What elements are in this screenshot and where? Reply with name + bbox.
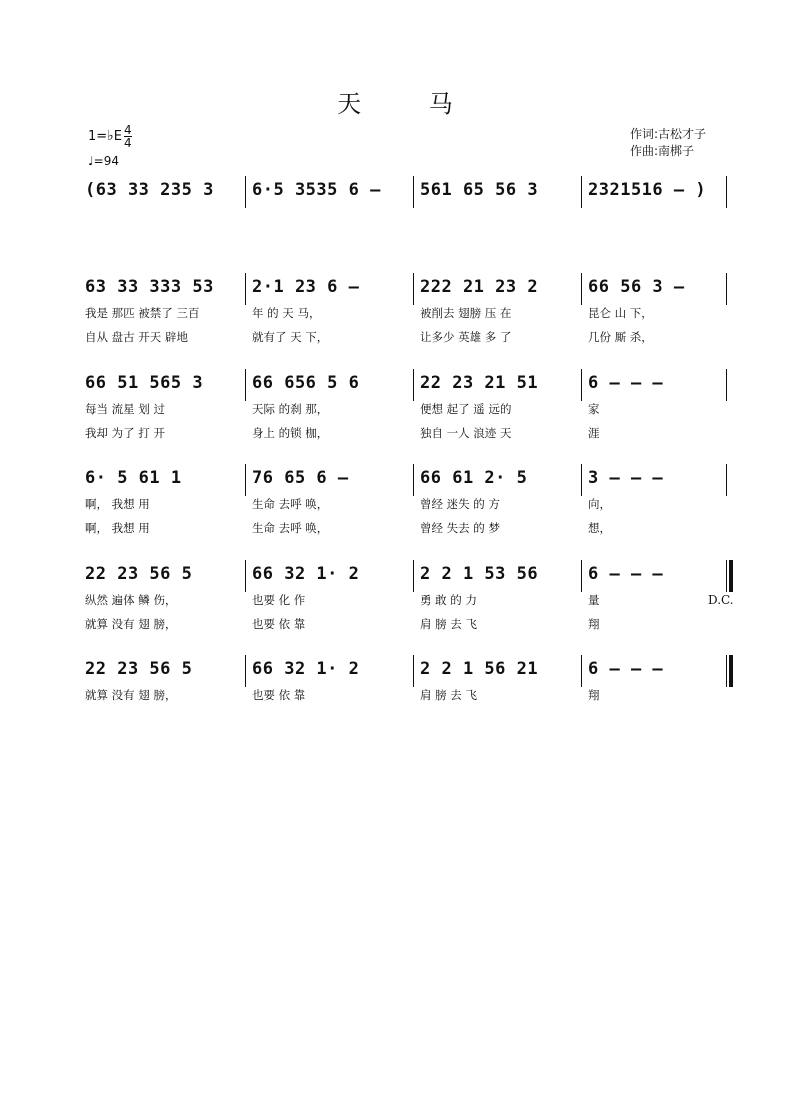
time-signature xyxy=(124,124,132,149)
measure-notes: 66 56 3 – xyxy=(588,277,685,297)
lyric-line: 独自 一人 浪迹 天 xyxy=(420,426,512,440)
measure-notes: 222 21 23 2 xyxy=(420,277,539,297)
lyric-line: 涯 xyxy=(588,426,600,440)
bar-line xyxy=(581,369,582,401)
measure-notes: 6· 5 61 1 xyxy=(85,468,182,488)
measure-notes: 66 656 5 6 xyxy=(252,373,360,393)
lyric-line: 向， xyxy=(588,497,611,511)
measure-notes: 66 32 1· 2 xyxy=(252,659,360,679)
measure-notes: 22 23 56 5 xyxy=(85,659,193,679)
bar-line xyxy=(726,560,727,592)
lyric-line: 也要 依 靠 xyxy=(252,617,306,631)
measure-notes: 66 61 2· 5 xyxy=(420,468,528,488)
lyric-line: 啊， 我想 用 xyxy=(85,521,150,535)
measure-notes: 66 32 1· 2 xyxy=(252,564,360,584)
measure-notes: 6·5 3535 6 – xyxy=(252,180,381,200)
bar-line xyxy=(413,176,414,208)
flat-sign: ♭ xyxy=(107,128,114,144)
lyric-line: 量 xyxy=(588,593,600,607)
measure-notes: 2321516 – ) xyxy=(588,180,707,200)
bar-line xyxy=(726,176,727,208)
lyric-line: 我却 为了 打 开 xyxy=(85,426,165,440)
bar-line xyxy=(413,369,414,401)
bar-line xyxy=(245,655,246,687)
bar-line xyxy=(413,655,414,687)
bar-line xyxy=(413,273,414,305)
song-title: 天 马 xyxy=(337,90,483,118)
lyric-line: 就算 没有 翅 膀， xyxy=(85,617,177,631)
lyric-line: 就算 没有 翅 膀， xyxy=(85,688,177,702)
lyric-line: 肩 膀 去 飞 xyxy=(420,688,477,702)
bar-line xyxy=(726,464,727,496)
bar-line xyxy=(581,464,582,496)
lyric-line: 我是 那匹 被禁了 三百 xyxy=(85,306,200,320)
lyric-line: 便想 起了 遥 远的 xyxy=(420,402,512,416)
lyric-line: 也要 依 靠 xyxy=(252,688,306,702)
bar-line xyxy=(726,369,727,401)
lyric-line: 自从 盘古 开天 辟地 xyxy=(85,330,188,344)
bar-line xyxy=(413,464,414,496)
lyric-line: 想， xyxy=(588,521,611,535)
measure-notes: (63 33 235 3 xyxy=(85,180,214,200)
key-label: 1= xyxy=(88,129,108,144)
measure-notes: 22 23 56 5 xyxy=(85,564,193,584)
lyric-line: 天际 的刹 那， xyxy=(252,402,329,416)
measure-notes: 2 2 1 53 56 xyxy=(420,564,539,584)
measure-notes: 22 23 21 51 xyxy=(420,373,539,393)
lyric-line: 每当 流星 划 过 xyxy=(85,402,165,416)
bar-line xyxy=(726,655,727,687)
credits xyxy=(630,126,706,160)
meter-top: 4 xyxy=(124,123,132,137)
lyric-line: 曾经 迷失 的 方 xyxy=(420,497,500,511)
bar-line xyxy=(581,655,582,687)
bar-line xyxy=(245,176,246,208)
bar-line xyxy=(245,273,246,305)
lyric-line: 昆仑 山 下， xyxy=(588,306,653,320)
lyric-line: 身上 的锁 枷， xyxy=(252,426,329,440)
lyric-line: 翔 xyxy=(588,617,600,631)
bar-line xyxy=(726,273,727,305)
bar-line xyxy=(245,464,246,496)
key-note: E xyxy=(113,129,122,144)
lyric-line: 家 xyxy=(588,402,600,416)
measure-notes: 3 – – – xyxy=(588,468,664,488)
lyric-line: 被削去 翅膀 压 在 xyxy=(420,306,512,320)
lyric-line: 也要 化 作 xyxy=(252,593,306,607)
bar-line xyxy=(245,560,246,592)
bar-line xyxy=(581,176,582,208)
key-signature xyxy=(88,124,132,149)
meter-bottom: 4 xyxy=(124,136,132,150)
measure-notes: 2·1 23 6 – xyxy=(252,277,360,297)
lyric-line: 纵然 遍体 鳞 伤， xyxy=(85,593,177,607)
bar-line xyxy=(581,560,582,592)
final-bar-line xyxy=(729,560,733,592)
measure-notes: 6 – – – xyxy=(588,564,664,584)
measure-notes: 76 65 6 – xyxy=(252,468,349,488)
lyric-line: 让多少 英雄 多 了 xyxy=(420,330,512,344)
measure-notes: 561 65 56 3 xyxy=(420,180,539,200)
composer: 作曲:南梆子 xyxy=(630,144,695,158)
da-capo-mark: D.C. xyxy=(708,593,734,607)
bar-line xyxy=(245,369,246,401)
tempo-marking: ♩=94 xyxy=(88,154,119,168)
measure-notes: 6 – – – xyxy=(588,659,664,679)
lyric-line: 曾经 失去 的 梦 xyxy=(420,521,500,535)
measure-notes: 63 33 333 53 xyxy=(85,277,214,297)
measure-notes: 66 51 565 3 xyxy=(85,373,204,393)
lyricist: 作词:古松才子 xyxy=(630,127,707,141)
lyric-line: 肩 膀 去 飞 xyxy=(420,617,477,631)
lyric-line: 生命 去呼 唤， xyxy=(252,497,329,511)
lyric-line: 勇 敢 的 力 xyxy=(420,593,477,607)
lyric-line: 翔 xyxy=(588,688,600,702)
bar-line xyxy=(413,560,414,592)
lyric-line: 年 的 天 马， xyxy=(252,306,321,320)
measure-notes: 6 – – – xyxy=(588,373,664,393)
bar-line xyxy=(581,273,582,305)
lyric-line: 几份 厮 杀， xyxy=(588,330,653,344)
measure-notes: 2 2 1 56 21 xyxy=(420,659,539,679)
lyric-line: 就有了 天 下， xyxy=(252,330,329,344)
lyric-line: 啊， 我想 用 xyxy=(85,497,150,511)
lyric-line: 生命 去呼 唤， xyxy=(252,521,329,535)
final-bar-line xyxy=(729,655,733,687)
